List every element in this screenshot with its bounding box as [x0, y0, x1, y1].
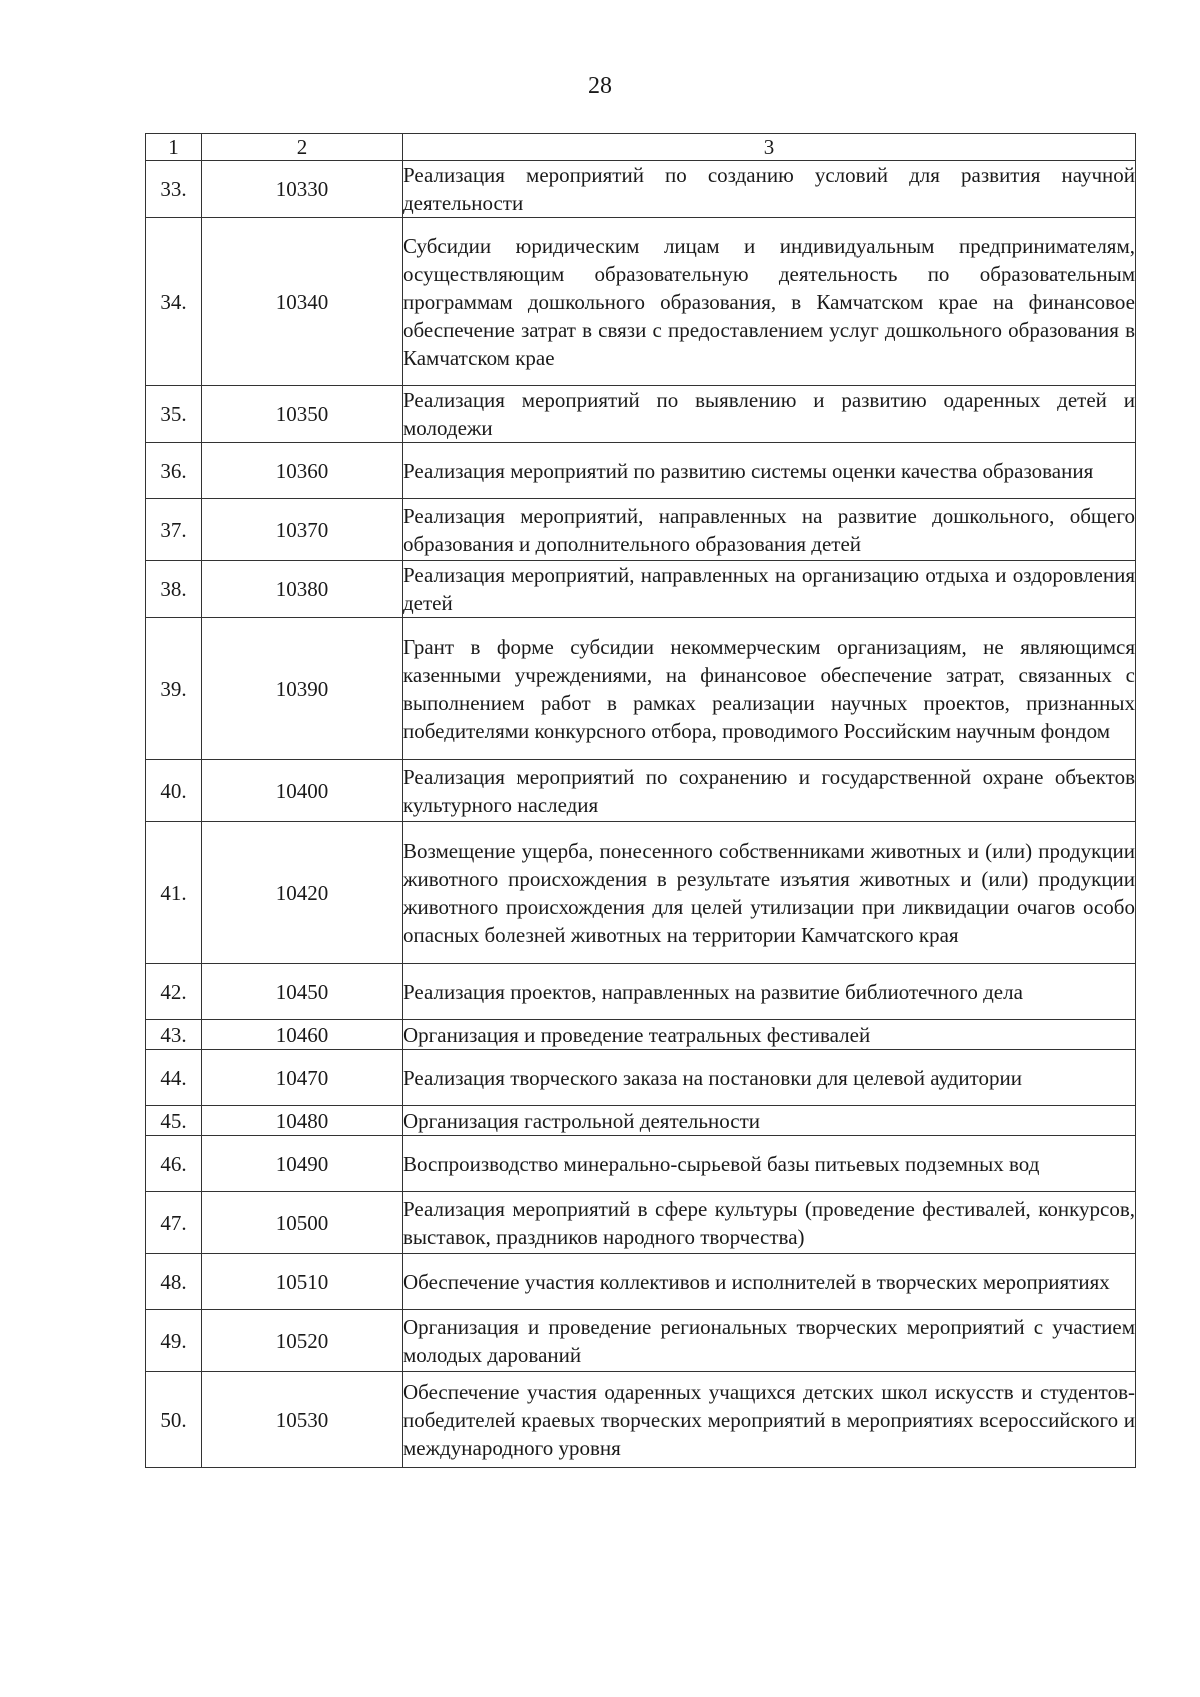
header-col-3: 3	[403, 134, 1136, 161]
row-description-cell: Организация и проведение региональных творческих мероприятий с участием молодых дарований	[403, 1310, 1136, 1372]
table-row	[146, 964, 1136, 1020]
row-description-cell: Обеспечение участия одаренных учащихся детских школ искусств и студентов-победителей краевых творческих мероприятий в мероприятиях всероссийского и международного уровня	[403, 1372, 1136, 1468]
table-row	[146, 618, 1136, 760]
row-code-cell: 10500	[202, 1192, 403, 1254]
table-row	[146, 218, 1136, 386]
header-col-1: 1	[146, 134, 202, 161]
table-row	[146, 1192, 1136, 1254]
row-code-cell: 10490	[202, 1136, 403, 1192]
row-description-cell: Субсидии юридическим лицам и индивидуальным предпринимателям, осуществляющим образовательную деятельность по образовательным программам дошкольного образования, в Камчатском крае на финансовое обеспечение затрат в связи с предоставлением услуг дошкольного образования в Камчатском крае	[403, 218, 1136, 386]
table-row	[146, 443, 1136, 499]
row-number-cell: 43.	[146, 1020, 202, 1050]
row-code-cell: 10450	[202, 964, 403, 1020]
row-code-cell: 10520	[202, 1310, 403, 1372]
row-description-cell: Обеспечение участия коллективов и исполнителей в творческих мероприятиях	[403, 1254, 1136, 1310]
row-description-cell: Организация гастрольной деятельности	[403, 1106, 1136, 1136]
row-code-cell: 10330	[202, 161, 403, 218]
row-code-cell: 10470	[202, 1050, 403, 1106]
table-row	[146, 1136, 1136, 1192]
row-description-cell: Реализация мероприятий по сохранению и государственной охране объектов культурного наследия	[403, 760, 1136, 822]
table-body	[146, 161, 1136, 1468]
header-col-2: 2	[202, 134, 403, 161]
table-row	[146, 1020, 1136, 1050]
row-number-cell: 34.	[146, 218, 202, 386]
row-description-cell: Реализация творческого заказа на постановки для целевой аудитории	[403, 1050, 1136, 1106]
row-code-cell: 10460	[202, 1020, 403, 1050]
row-description-cell: Реализация мероприятий, направленных на организацию отдыха и оздоровления детей	[403, 561, 1136, 618]
row-description-cell: Воспроизводство минерально-сырьевой базы питьевых подземных вод	[403, 1136, 1136, 1192]
row-number-cell: 39.	[146, 618, 202, 760]
table-row	[146, 822, 1136, 964]
row-number-cell: 45.	[146, 1106, 202, 1136]
row-description-cell: Реализация мероприятий по выявлению и развитию одаренных детей и молодежи	[403, 386, 1136, 443]
row-number-cell: 42.	[146, 964, 202, 1020]
row-number-cell: 38.	[146, 561, 202, 618]
row-code-cell: 10370	[202, 499, 403, 561]
row-number-cell: 44.	[146, 1050, 202, 1106]
row-number-cell: 40.	[146, 760, 202, 822]
row-description-cell: Реализация мероприятий по развитию системы оценки качества образования	[403, 443, 1136, 499]
table-row	[146, 1106, 1136, 1136]
document-table	[145, 133, 1136, 1468]
row-description-cell: Реализация мероприятий, направленных на развитие дошкольного, общего образования и дополнительного образования детей	[403, 499, 1136, 561]
row-description-cell: Грант в форме субсидии некоммерческим организациям, не являющимся казенными учреждениями, на финансовое обеспечение затрат, связанных с выполнением работ в рамках реализации научных проектов, признанных победителями конкурсного отбора, проводимого Российским научным фондом	[403, 618, 1136, 760]
row-code-cell: 10390	[202, 618, 403, 760]
table-row	[146, 161, 1136, 218]
row-code-cell: 10400	[202, 760, 403, 822]
row-code-cell: 10510	[202, 1254, 403, 1310]
row-code-cell: 10380	[202, 561, 403, 618]
table-header	[146, 134, 1136, 161]
row-code-cell: 10340	[202, 218, 403, 386]
row-number-cell: 36.	[146, 443, 202, 499]
row-code-cell: 10480	[202, 1106, 403, 1136]
row-code-cell: 10360	[202, 443, 403, 499]
row-number-cell: 50.	[146, 1372, 202, 1468]
row-number-cell: 33.	[146, 161, 202, 218]
table-row	[146, 1310, 1136, 1372]
table-row	[146, 1254, 1136, 1310]
row-description-cell: Организация и проведение театральных фестивалей	[403, 1020, 1136, 1050]
table-row	[146, 760, 1136, 822]
table-header-row	[146, 134, 1136, 161]
row-code-cell: 10420	[202, 822, 403, 964]
row-number-cell: 35.	[146, 386, 202, 443]
row-description-cell: Реализация проектов, направленных на развитие библиотечного дела	[403, 964, 1136, 1020]
table-row	[146, 1050, 1136, 1106]
row-description-cell: Реализация мероприятий по созданию условий для развития научной деятельности	[403, 161, 1136, 218]
table-row	[146, 499, 1136, 561]
row-description-cell: Возмещение ущерба, понесенного собственниками животных и (или) продукции животного происхождения в результате изъятия животных и (или) продукции животного происхождения для целей утилизации при ликвидации очагов особо опасных болезней животных на территории Камчатского края	[403, 822, 1136, 964]
row-code-cell: 10350	[202, 386, 403, 443]
row-description-cell: Реализация мероприятий в сфере культуры (проведение фестивалей, конкурсов, выставок, праздников народного творчества)	[403, 1192, 1136, 1254]
row-number-cell: 46.	[146, 1136, 202, 1192]
table-row	[146, 386, 1136, 443]
row-number-cell: 49.	[146, 1310, 202, 1372]
table-row	[146, 561, 1136, 618]
row-code-cell: 10530	[202, 1372, 403, 1468]
table-row	[146, 1372, 1136, 1468]
row-number-cell: 48.	[146, 1254, 202, 1310]
row-number-cell: 47.	[146, 1192, 202, 1254]
row-number-cell: 37.	[146, 499, 202, 561]
page-number: 28	[588, 73, 612, 99]
row-number-cell: 41.	[146, 822, 202, 964]
